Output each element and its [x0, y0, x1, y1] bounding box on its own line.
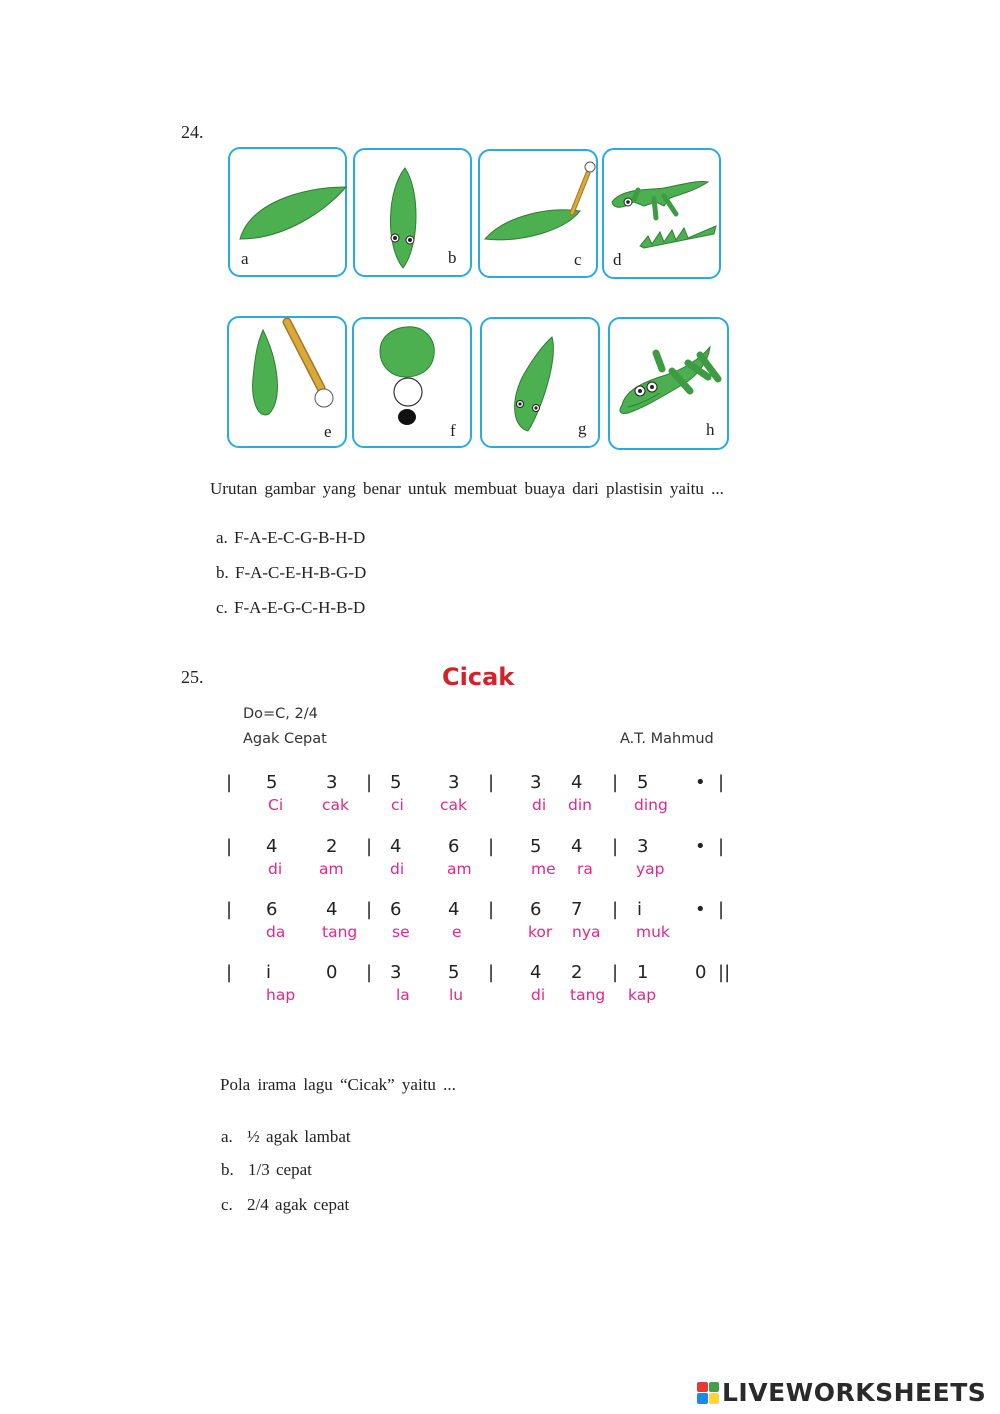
bar-line: | — [366, 962, 373, 983]
clay-shaping-tool-icon — [480, 151, 600, 280]
score-lyric: muk — [636, 923, 670, 941]
bar-line: | — [226, 836, 233, 857]
bar-line: | — [366, 899, 373, 920]
score-note: 7 — [571, 899, 583, 920]
score-note: 0 — [326, 962, 338, 983]
panel-f[interactable] — [352, 317, 472, 448]
score-lyric: ci — [391, 796, 404, 814]
bar-line: | — [718, 772, 725, 793]
score-note: 4 — [448, 899, 460, 920]
score-lyric: me — [531, 860, 556, 878]
score-note: 1 — [637, 962, 649, 983]
panel-c[interactable] — [478, 149, 598, 278]
score-note: 5 — [266, 772, 278, 793]
score-note: 5 — [530, 836, 542, 857]
option-letter: c. — [216, 598, 228, 617]
song-composer: A.T. Mahmud — [620, 731, 714, 747]
score-note: i — [637, 899, 643, 920]
score-note: i — [266, 962, 272, 983]
bar-line: | — [612, 772, 619, 793]
bar-line: | — [612, 899, 619, 920]
panel-b[interactable] — [353, 148, 472, 277]
q25-option-a[interactable] — [221, 1127, 351, 1147]
score-lyric: ding — [634, 796, 668, 814]
bar-line: | — [488, 836, 495, 857]
score-lyric: tang — [322, 923, 358, 941]
panel-d[interactable] — [602, 148, 721, 279]
option-text: F-A-E-G-C-H-B-D — [234, 598, 366, 617]
bar-line: | — [366, 836, 373, 857]
panel-label: h — [706, 420, 715, 439]
bar-line: | — [226, 899, 233, 920]
score-note: • — [695, 772, 706, 793]
score-lyric: ra — [577, 860, 593, 878]
score-lyric: yap — [636, 860, 665, 878]
score-lyric: am — [447, 860, 472, 878]
score-lyric: da — [266, 923, 286, 941]
panel-label: f — [450, 421, 456, 440]
song-title: Cicak — [442, 663, 515, 691]
score-note: 3 — [530, 772, 542, 793]
score-lyric: di — [390, 860, 405, 878]
score-note: • — [695, 899, 706, 920]
q24-option-a[interactable] — [216, 528, 365, 548]
option-text: ½ agak lambat — [247, 1127, 351, 1146]
bar-line: | — [488, 899, 495, 920]
bar-line: | — [366, 772, 373, 793]
q25-option-b[interactable] — [221, 1160, 312, 1180]
option-letter: b. — [216, 563, 229, 582]
bar-line: | — [488, 772, 495, 793]
question-24-text: Urutan gambar yang benar untuk membuat buaya dari plastisin yaitu ... — [210, 479, 724, 498]
score-note: 4 — [571, 836, 583, 857]
panel-label: a — [241, 249, 249, 268]
score-note: 4 — [530, 962, 542, 983]
panel-label: e — [324, 422, 332, 441]
bar-line: | — [226, 772, 233, 793]
option-letter: c. — [221, 1195, 233, 1214]
bar-line: | — [718, 899, 725, 920]
panel-h[interactable] — [608, 317, 729, 450]
score-note: 2 — [326, 836, 338, 857]
score-note: 2 — [571, 962, 583, 983]
score-lyric: Ci — [268, 796, 284, 814]
panel-label: b — [448, 248, 457, 267]
panel-label: c — [574, 250, 582, 269]
score-lyric: di — [532, 796, 547, 814]
q24-option-c[interactable] — [216, 598, 365, 618]
score-lyric: kap — [628, 986, 657, 1004]
score-note: 4 — [266, 836, 278, 857]
score-note: 6 — [390, 899, 402, 920]
bar-line: | — [226, 962, 233, 983]
song-tempo: Agak Cepat — [243, 731, 327, 747]
option-text: 2/4 agak cepat — [247, 1195, 350, 1214]
option-text: F-A-E-C-G-B-H-D — [234, 528, 366, 547]
score-lyric: am — [319, 860, 344, 878]
option-letter: a. — [221, 1127, 233, 1146]
score-lyric: tang — [570, 986, 606, 1004]
panel-label: g — [578, 419, 587, 438]
liveworksheets-logo[interactable] — [697, 1378, 986, 1407]
score-note: 0 — [695, 962, 707, 983]
question-24-number: 24. — [181, 122, 204, 142]
score-note: 5 — [448, 962, 460, 983]
question-25-number: 25. — [181, 667, 204, 687]
score-note: 4 — [326, 899, 338, 920]
song-key: Do=C, 2/4 — [243, 706, 318, 722]
score-note: 6 — [448, 836, 460, 857]
score-lyric: hap — [266, 986, 296, 1004]
score-note: 3 — [637, 836, 649, 857]
score-note: 3 — [448, 772, 460, 793]
score-lyric: e — [452, 923, 462, 941]
score-lyric: di — [268, 860, 283, 878]
score-note: 5 — [390, 772, 402, 793]
score-lyric: cak — [322, 796, 349, 814]
bar-line: | — [612, 836, 619, 857]
score-note: 3 — [390, 962, 402, 983]
score-lyric: la — [396, 986, 410, 1004]
score-lyric: cak — [440, 796, 467, 814]
score-note: 3 — [326, 772, 338, 793]
clay-balls-icon — [354, 319, 474, 450]
option-text: F-A-C-E-H-B-G-D — [235, 563, 367, 582]
bar-line: | — [488, 962, 495, 983]
q24-option-b[interactable] — [216, 563, 366, 583]
score-lyric: nya — [572, 923, 601, 941]
bar-line: | — [718, 836, 725, 857]
question-25-text: Pola irama lagu “Cicak” yaitu ... — [220, 1075, 456, 1094]
option-text: 1/3 cepat — [248, 1160, 312, 1179]
score-lyric: se — [392, 923, 410, 941]
bar-line: || — [718, 962, 731, 983]
score-lyric: di — [531, 986, 546, 1004]
panel-a[interactable] — [228, 147, 347, 277]
bar-line: | — [612, 962, 619, 983]
q25-option-c[interactable] — [221, 1195, 349, 1215]
score-lyric: din — [568, 796, 592, 814]
panel-e[interactable] — [227, 316, 347, 448]
score-lyric: lu — [449, 986, 464, 1004]
option-letter: b. — [221, 1160, 234, 1179]
option-letter: a. — [216, 528, 228, 547]
brand-name: LIVEWORKSHEETS — [722, 1378, 987, 1407]
score-note: 6 — [530, 899, 542, 920]
panel-label: d — [613, 250, 622, 269]
score-note: 4 — [571, 772, 583, 793]
liveworksheets-logo-icon — [697, 1382, 719, 1404]
score-note: 5 — [637, 772, 649, 793]
score-note: • — [695, 836, 706, 857]
score-note: 6 — [266, 899, 278, 920]
score-note: 4 — [390, 836, 402, 857]
panel-g[interactable] — [480, 317, 600, 448]
score-lyric: kor — [528, 923, 553, 941]
